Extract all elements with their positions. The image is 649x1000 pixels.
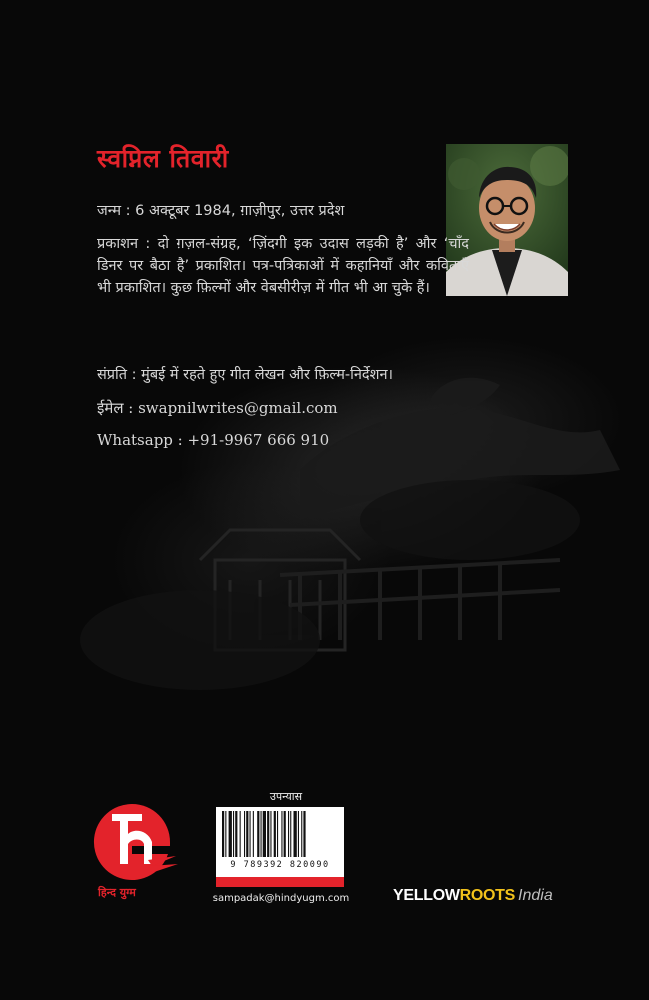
barcode-bar — [253, 811, 254, 857]
barcode-bar — [284, 811, 286, 857]
hind-yugm-logo-icon — [92, 800, 182, 886]
bio-birth: जन्म : 6 अक्टूबर 1984, ग़ाज़ीपुर, उत्तर प्रदेश — [97, 203, 345, 219]
bio-email[interactable]: ईमेल : swapnilwrites@gmail.com — [97, 399, 338, 417]
bio-current-occupation: संप्रति : मुंबई में रहते हुए गीत लेखन और फ़िल्म-निर्देशन। — [97, 367, 394, 383]
genre-label: उपन्यास — [269, 790, 303, 803]
barcode-bar — [298, 811, 299, 857]
barcode-bar — [261, 811, 262, 857]
barcode-red-strip — [216, 877, 344, 887]
barcode-bar — [229, 811, 232, 857]
barcode-bar — [270, 811, 271, 857]
imprint-part-roots: ROOTS — [459, 887, 516, 904]
barcode-bar — [294, 811, 297, 857]
isbn-number: 9 789392 820090 — [230, 860, 330, 870]
barcode-bar — [235, 811, 237, 857]
yellowroots-imprint-logo — [393, 886, 553, 906]
barcode-bar — [233, 811, 234, 857]
barcode-bar — [250, 811, 251, 857]
barcode-bar — [222, 811, 224, 857]
barcode-bar — [274, 811, 276, 857]
bio-whatsapp[interactable]: Whatsapp : +91-9967 666 910 — [97, 431, 330, 449]
publisher-email[interactable]: sampadak@hindyugm.com — [212, 893, 350, 904]
imprint-part-india: India — [518, 887, 553, 904]
barcode-bar — [263, 811, 266, 857]
barcode-bar — [301, 811, 302, 857]
barcode-bar — [277, 811, 278, 857]
barcode-bar — [281, 811, 282, 857]
isbn-barcode — [216, 807, 344, 887]
imprint-part-yellow: YELLOW — [393, 887, 460, 904]
hind-yugm-logo-text: हिन्द युग्म — [98, 886, 136, 899]
barcode-bar — [288, 811, 289, 857]
barcode-bar — [303, 811, 305, 857]
barcode-bar — [244, 811, 245, 857]
barcode-bar — [240, 811, 241, 857]
author-name: स्वप्निल तिवारी — [97, 144, 229, 173]
barcode-bar — [290, 811, 291, 857]
barcode-bar — [267, 811, 269, 857]
barcode-bar — [225, 811, 226, 857]
barcode-bar — [257, 811, 259, 857]
barcode-bar — [246, 811, 248, 857]
barcode-bars — [216, 807, 344, 859]
bio-publication: प्रकाशन : दो ग़ज़ल-संग्रह, ‘ज़िंदगी इक उदास लड़की है’ और ‘चाँद डिनर पर बैठा है’ प्रकाशित। पत्र-पत्रिकाओं में कहानियाँ और कविताएँ भी प्रकाशित। कुछ फ़िल्मों और वेबसीरीज़ में गीत भी आ चुके हैं। — [97, 236, 469, 296]
